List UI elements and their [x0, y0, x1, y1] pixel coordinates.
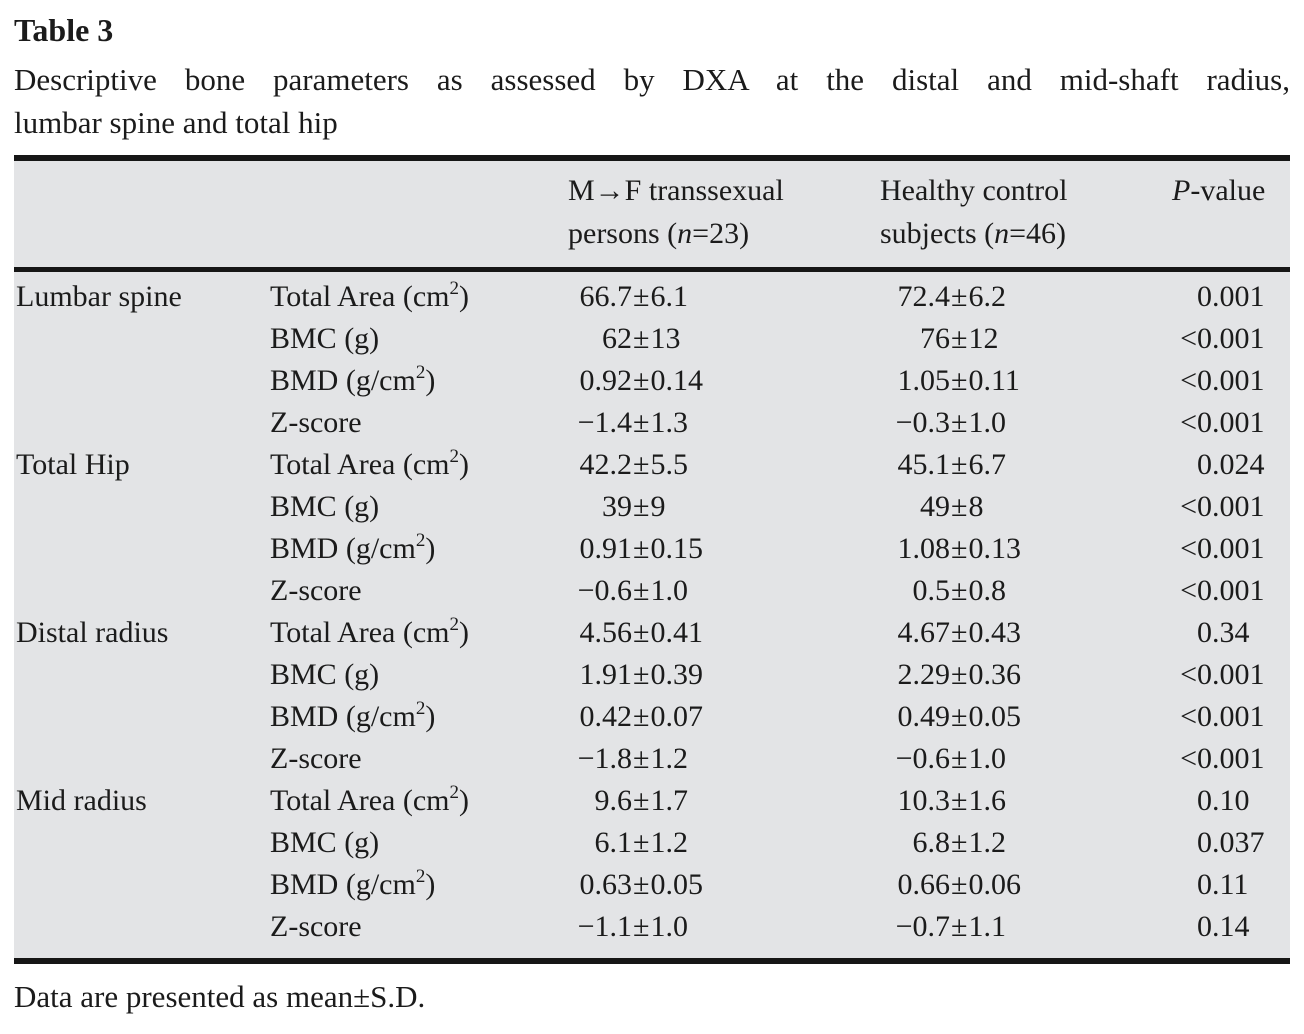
col-header-group2-line1: Healthy control: [880, 174, 1068, 207]
caption-line-2: lumbar spine and total hip: [14, 105, 338, 140]
p-value-frac: .001: [1212, 574, 1265, 607]
p-value-cell: [1172, 822, 1290, 864]
plus-minus-sign: ±: [951, 658, 968, 691]
plus-minus-sign: ±: [951, 868, 968, 901]
row-parameter-label: [270, 780, 568, 822]
value-transsexual-group: [568, 780, 880, 822]
row-parameter-label: [270, 486, 568, 528]
value-mean: 4.67: [897, 616, 950, 649]
row-group-label: Distal radius: [16, 616, 169, 649]
parameter-text: BMC (g): [270, 490, 380, 523]
value-mean: 49: [920, 490, 950, 523]
value-mean: 6.1: [594, 826, 632, 859]
parameter-text-post: ): [425, 364, 436, 397]
value-control-group: [880, 612, 1172, 654]
plus-minus-sign: ±: [633, 322, 650, 355]
row-parameter-label: [270, 612, 568, 654]
value-sd: 8: [968, 490, 984, 523]
plus-minus-sign: ±: [633, 700, 650, 733]
p-value-cell: [1172, 318, 1290, 360]
plus-minus-sign: ±: [633, 280, 650, 313]
value-sd: 1.0: [968, 406, 1006, 439]
table-header-row: [14, 161, 1290, 272]
value-sd: 5.5: [650, 448, 688, 481]
p-value-frac: .001: [1212, 658, 1265, 691]
parameter-superscript: 2: [415, 698, 426, 719]
table-title: Table 3: [14, 12, 114, 48]
plus-minus-sign: ±: [951, 448, 968, 481]
value-mean: 76: [920, 322, 950, 355]
value-transsexual-group: [568, 738, 880, 780]
value-sd: 1.7: [650, 784, 688, 817]
p-value-frac: .037: [1212, 826, 1265, 859]
plus-minus-sign: ±: [633, 616, 650, 649]
value-transsexual-group: [568, 906, 880, 948]
col-header-group1-line1: M→F transsexual: [568, 174, 784, 207]
value-transsexual-group: [568, 360, 880, 402]
plus-minus-sign: ±: [633, 910, 650, 943]
row-parameter-label: [270, 570, 568, 612]
value-sd: 0.36: [968, 658, 1021, 691]
n-symbol: n: [994, 217, 1010, 250]
plus-minus-sign: ±: [633, 574, 650, 607]
value-control-group: [880, 906, 1172, 948]
p-value-int: 0: [1197, 868, 1212, 901]
p-value-frac: .001: [1212, 700, 1265, 733]
p-value-frac: .001: [1212, 364, 1265, 397]
value-mean: 4.56: [579, 616, 632, 649]
p-value-int: <0: [1180, 490, 1212, 523]
value-transsexual-group: [568, 864, 880, 906]
p-value-label: -value: [1190, 174, 1266, 207]
plus-minus-sign: ±: [633, 742, 650, 775]
value-mean: −1.1: [577, 910, 632, 943]
value-control-group: [880, 528, 1172, 570]
value-sd: 0.06: [968, 868, 1021, 901]
value-mean: −1.8: [577, 742, 632, 775]
value-transsexual-group: [568, 654, 880, 696]
p-value-cell: [1172, 738, 1290, 780]
row-group-label: [14, 654, 270, 696]
p-symbol: P: [1172, 174, 1191, 207]
value-control-group: [880, 738, 1172, 780]
plus-minus-sign: ±: [633, 868, 650, 901]
row-group-label: [14, 528, 270, 570]
value-transsexual-group: [568, 822, 880, 864]
row-parameter-label: [270, 696, 568, 738]
parameter-text: BMC (g): [270, 322, 380, 355]
value-sd: 0.05: [650, 868, 703, 901]
p-value-cell: [1172, 570, 1290, 612]
parameter-text-post: ): [425, 532, 436, 565]
plus-minus-sign: ±: [951, 574, 968, 607]
plus-minus-sign: ±: [951, 742, 968, 775]
row-parameter-label: [270, 318, 568, 360]
parameter-text-post: ): [459, 280, 469, 313]
plus-minus-sign: ±: [951, 910, 968, 943]
parameter-superscript: 2: [415, 530, 426, 551]
value-mean: −0.3: [895, 406, 950, 439]
value-mean: 0.92: [579, 364, 632, 397]
row-parameter-label: [270, 276, 568, 318]
plus-minus-sign: ±: [951, 826, 968, 859]
plus-minus-sign: ±: [951, 322, 968, 355]
col-header-pvalue: [1172, 169, 1290, 255]
value-sd: 9: [650, 490, 666, 523]
parameter-superscript: 2: [415, 362, 426, 383]
value-mean: 0.66: [897, 868, 950, 901]
p-value-cell: [1172, 906, 1290, 948]
value-mean: 42.2: [579, 448, 632, 481]
row-group-label: Lumbar spine: [16, 280, 182, 313]
value-mean: 66.7: [579, 280, 632, 313]
value-sd: 1.0: [650, 574, 688, 607]
row-parameter-label: [270, 402, 568, 444]
plus-minus-sign: ±: [951, 364, 968, 397]
table-row: [14, 486, 1290, 528]
table-row: [14, 612, 1290, 654]
parameter-text: Total Area (cm: [270, 448, 450, 481]
value-control-group: [880, 780, 1172, 822]
value-sd: 6.2: [968, 280, 1006, 313]
table-row: [14, 738, 1290, 780]
value-sd: 6.7: [968, 448, 1006, 481]
p-value-cell: [1172, 864, 1290, 906]
p-value-int: 0: [1197, 826, 1212, 859]
row-group-label: [14, 906, 270, 948]
value-mean: 1.05: [897, 364, 950, 397]
parameter-text: BMD (g/cm: [270, 700, 416, 733]
value-control-group: [880, 486, 1172, 528]
p-value-cell: [1172, 612, 1290, 654]
p-value-frac: .14: [1212, 910, 1250, 943]
value-sd: 0.8: [968, 574, 1006, 607]
p-value-int: <0: [1180, 532, 1212, 565]
parameter-text: Total Area (cm: [270, 616, 450, 649]
col-header-region: [14, 169, 270, 255]
table-row: [14, 360, 1290, 402]
parameter-superscript: 2: [449, 446, 459, 467]
value-control-group: [880, 570, 1172, 612]
row-parameter-label: [270, 864, 568, 906]
parameter-superscript: 2: [449, 278, 459, 299]
parameter-superscript: 2: [449, 782, 459, 803]
p-value-cell: [1172, 528, 1290, 570]
table-body: [14, 272, 1290, 958]
parameter-text: Total Area (cm: [270, 784, 450, 817]
parameter-text: BMD (g/cm: [270, 364, 416, 397]
value-sd: 1.2: [650, 826, 688, 859]
p-value-cell: [1172, 402, 1290, 444]
value-transsexual-group: [568, 528, 880, 570]
value-transsexual-group: [568, 570, 880, 612]
p-value-int: 0: [1197, 616, 1212, 649]
value-sd: 0.41: [650, 616, 703, 649]
col-header-group1-line2-pre: persons (: [568, 217, 678, 250]
parameter-text: Z-score: [270, 742, 362, 775]
col-header-group1: [568, 169, 880, 255]
row-group-label: [14, 318, 270, 360]
p-value-int: <0: [1180, 658, 1212, 691]
p-value-frac: .001: [1212, 322, 1265, 355]
plus-minus-sign: ±: [633, 784, 650, 817]
parameter-text-post: ): [425, 700, 436, 733]
value-sd: 0.11: [968, 364, 1020, 397]
row-group-label: [14, 402, 270, 444]
parameter-text-post: ): [459, 784, 469, 817]
plus-minus-sign: ±: [951, 406, 968, 439]
table-row: [14, 276, 1290, 318]
value-sd: 1.3: [650, 406, 688, 439]
data-table: [14, 155, 1290, 964]
value-sd: 1.1: [968, 910, 1006, 943]
p-value-int: <0: [1180, 574, 1212, 607]
table-row: [14, 654, 1290, 696]
value-control-group: [880, 360, 1172, 402]
value-control-group: [880, 444, 1172, 486]
parameter-superscript: 2: [449, 614, 459, 635]
parameter-text: BMD (g/cm: [270, 868, 416, 901]
p-value-int: <0: [1180, 364, 1212, 397]
col-header-group2-line2-post: =46): [1009, 217, 1067, 250]
table-row: [14, 864, 1290, 906]
value-transsexual-group: [568, 444, 880, 486]
p-value-frac: .001: [1212, 490, 1265, 523]
row-group-label: [14, 696, 270, 738]
value-sd: 0.15: [650, 532, 703, 565]
value-mean: 1.91: [579, 658, 632, 691]
value-control-group: [880, 654, 1172, 696]
n-symbol: n: [677, 217, 693, 250]
table-row: [14, 402, 1290, 444]
value-sd: 1.6: [968, 784, 1006, 817]
value-transsexual-group: [568, 318, 880, 360]
row-parameter-label: [270, 654, 568, 696]
parameter-text: BMC (g): [270, 826, 380, 859]
p-value-int: 0: [1197, 784, 1212, 817]
plus-minus-sign: ±: [633, 532, 650, 565]
value-sd: 0.05: [968, 700, 1021, 733]
table-footnote: Data are presented as mean±S.D.: [14, 979, 426, 1014]
value-control-group: [880, 318, 1172, 360]
row-group-label: [14, 738, 270, 780]
p-value-frac: .001: [1212, 742, 1265, 775]
row-parameter-label: [270, 528, 568, 570]
value-sd: 0.13: [968, 532, 1021, 565]
col-header-parameter: [270, 169, 568, 255]
table-caption: [14, 58, 1290, 144]
col-header-group2-line2: [880, 217, 1066, 250]
value-sd: 1.0: [968, 742, 1006, 775]
p-value-int: 0: [1197, 448, 1212, 481]
value-control-group: [880, 276, 1172, 318]
value-mean: −0.7: [895, 910, 950, 943]
parameter-text: BMC (g): [270, 658, 380, 691]
table-row: [14, 822, 1290, 864]
parameter-text-post: ): [425, 868, 436, 901]
value-mean: 0.63: [579, 868, 632, 901]
value-sd: 0.43: [968, 616, 1021, 649]
value-transsexual-group: [568, 276, 880, 318]
value-sd: 1.2: [968, 826, 1006, 859]
p-value-cell: [1172, 360, 1290, 402]
value-sd: 1.0: [650, 910, 688, 943]
plus-minus-sign: ±: [633, 448, 650, 481]
col-header-group1-line2: [568, 217, 749, 250]
p-value-cell: [1172, 696, 1290, 738]
p-value-frac: .001: [1212, 532, 1265, 565]
value-transsexual-group: [568, 612, 880, 654]
table-row: [14, 906, 1290, 948]
value-mean: 45.1: [897, 448, 950, 481]
value-mean: 0.91: [579, 532, 632, 565]
row-parameter-label: [270, 738, 568, 780]
value-sd: 0.07: [650, 700, 703, 733]
plus-minus-sign: ±: [951, 700, 968, 733]
p-value-frac: .10: [1212, 784, 1250, 817]
value-sd: 0.14: [650, 364, 703, 397]
p-value-int: 0: [1197, 280, 1212, 313]
p-value-frac: .024: [1212, 448, 1265, 481]
col-header-group2-line2-pre: subjects (: [880, 217, 995, 250]
table-row: [14, 780, 1290, 822]
plus-minus-sign: ±: [633, 490, 650, 523]
parameter-superscript: 2: [415, 866, 426, 887]
row-group-label: [14, 822, 270, 864]
value-control-group: [880, 822, 1172, 864]
row-group-label: [14, 360, 270, 402]
value-sd: 12: [968, 322, 999, 355]
p-value-cell: [1172, 780, 1290, 822]
table-row: [14, 570, 1290, 612]
value-control-group: [880, 696, 1172, 738]
value-mean: 10.3: [897, 784, 950, 817]
value-mean: 0.49: [897, 700, 950, 733]
parameter-text: Z-score: [270, 574, 362, 607]
parameter-text: Total Area (cm: [270, 280, 450, 313]
p-value-cell: [1172, 486, 1290, 528]
value-sd: 6.1: [650, 280, 688, 313]
value-transsexual-group: [568, 696, 880, 738]
table-row: [14, 318, 1290, 360]
plus-minus-sign: ±: [633, 826, 650, 859]
value-mean: −0.6: [577, 574, 632, 607]
p-value-int: <0: [1180, 322, 1212, 355]
caption-line-1: Descriptive bone parameters as assessed by DXA at the distal and mid-shaft radius,: [14, 62, 1290, 97]
p-value-frac: .34: [1212, 616, 1250, 649]
p-value-int: <0: [1180, 700, 1212, 733]
plus-minus-sign: ±: [951, 616, 968, 649]
p-value-frac: .11: [1212, 868, 1249, 901]
parameter-text-post: ): [459, 448, 469, 481]
p-value-int: <0: [1180, 742, 1212, 775]
row-parameter-label: [270, 360, 568, 402]
value-mean: −0.6: [895, 742, 950, 775]
value-mean: 72.4: [897, 280, 950, 313]
value-mean: 2.29: [897, 658, 950, 691]
value-control-group: [880, 402, 1172, 444]
row-parameter-label: [270, 444, 568, 486]
col-header-group2: [880, 169, 1172, 255]
p-value-frac: .001: [1212, 280, 1265, 313]
parameter-text: BMD (g/cm: [270, 532, 416, 565]
plus-minus-sign: ±: [951, 784, 968, 817]
plus-minus-sign: ±: [633, 364, 650, 397]
value-sd: 13: [650, 322, 681, 355]
p-value-frac: .001: [1212, 406, 1265, 439]
row-group-label: Total Hip: [16, 448, 130, 481]
p-value-cell: [1172, 444, 1290, 486]
value-mean: 6.8: [912, 826, 950, 859]
value-mean: 9.6: [594, 784, 632, 817]
row-parameter-label: [270, 906, 568, 948]
row-group-label: Mid radius: [16, 784, 147, 817]
table-row: [14, 528, 1290, 570]
row-group-label: [14, 864, 270, 906]
table-row: [14, 444, 1290, 486]
value-transsexual-group: [568, 402, 880, 444]
value-mean: 0.42: [579, 700, 632, 733]
plus-minus-sign: ±: [633, 658, 650, 691]
p-value-cell: [1172, 654, 1290, 696]
parameter-text-post: ): [459, 616, 469, 649]
parameter-text: Z-score: [270, 406, 362, 439]
value-mean: 1.08: [897, 532, 950, 565]
plus-minus-sign: ±: [951, 532, 968, 565]
p-value-cell: [1172, 276, 1290, 318]
plus-minus-sign: ±: [951, 280, 968, 313]
value-mean: −1.4: [577, 406, 632, 439]
p-value-int: 0: [1197, 910, 1212, 943]
p-value-int: <0: [1180, 406, 1212, 439]
plus-minus-sign: ±: [633, 406, 650, 439]
plus-minus-sign: ±: [951, 490, 968, 523]
row-group-label: [14, 486, 270, 528]
value-transsexual-group: [568, 486, 880, 528]
parameter-text: Z-score: [270, 910, 362, 943]
value-mean: 62: [602, 322, 632, 355]
value-sd: 1.2: [650, 742, 688, 775]
row-parameter-label: [270, 822, 568, 864]
value-sd: 0.39: [650, 658, 703, 691]
value-mean: 0.5: [912, 574, 950, 607]
value-control-group: [880, 864, 1172, 906]
table-row: [14, 696, 1290, 738]
value-mean: 39: [602, 490, 632, 523]
row-group-label: [14, 570, 270, 612]
col-header-group1-line2-post: =23): [692, 217, 750, 250]
